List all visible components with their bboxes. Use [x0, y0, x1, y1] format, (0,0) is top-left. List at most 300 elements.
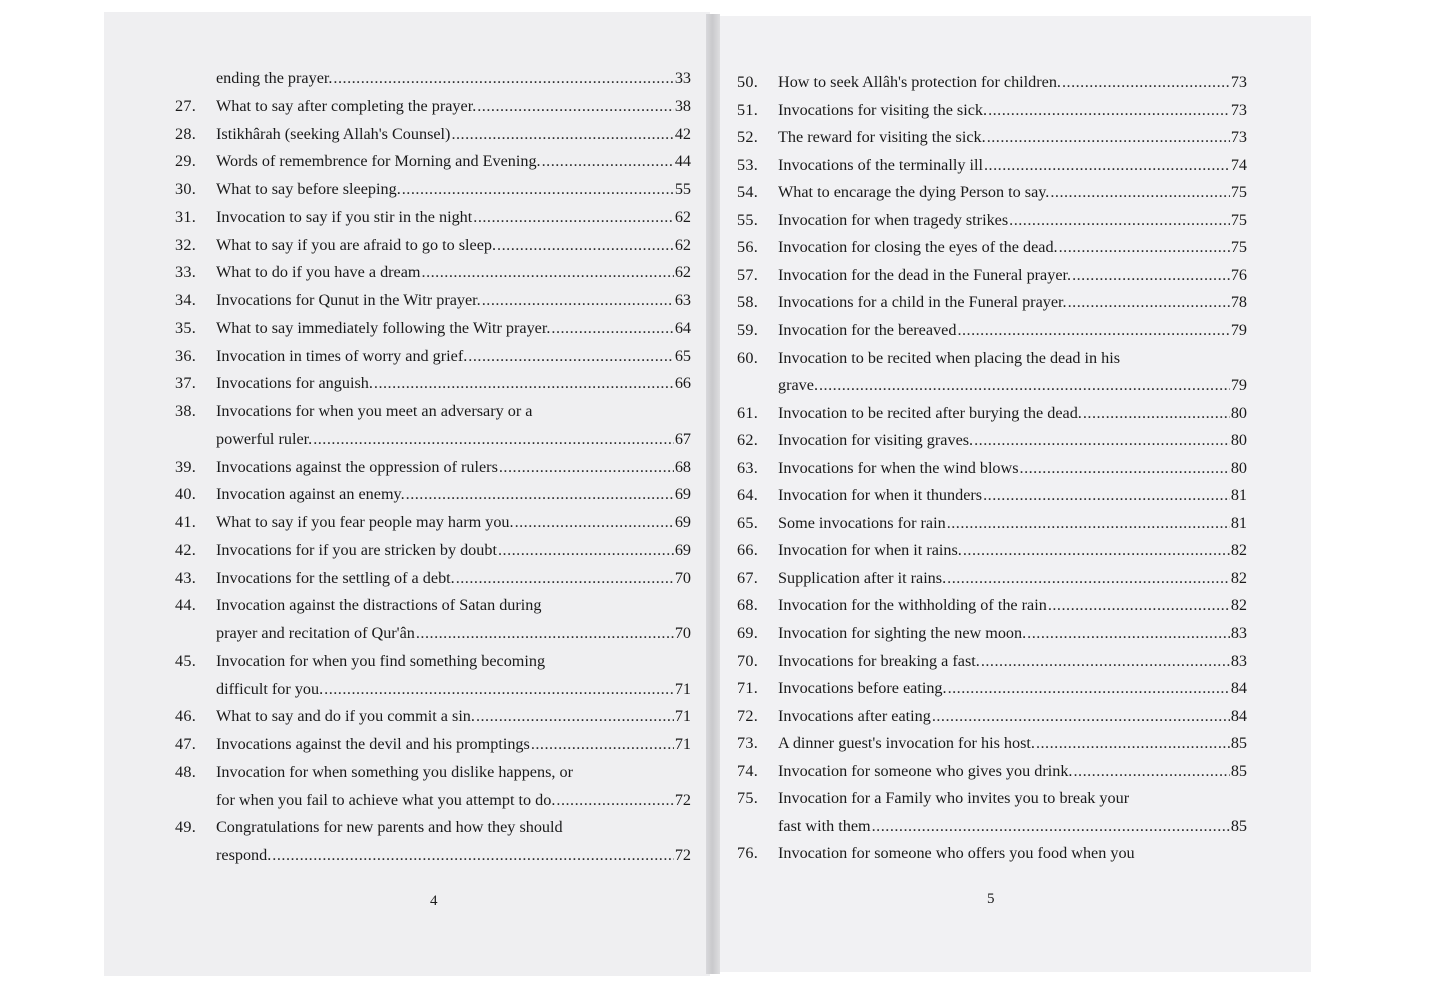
- dot-leader: [482, 287, 674, 315]
- toc-entry-page: 75: [1230, 238, 1247, 257]
- toc-entry-title: powerful ruler.: [216, 429, 313, 448]
- toc-entry-title: grave.: [778, 376, 818, 395]
- toc-entry-line: [778, 758, 1247, 786]
- toc-entry-title: Invocations for a child in the Funeral prayer.: [778, 293, 1067, 312]
- toc-entry-line: [216, 648, 691, 676]
- toc-entry-title: Invocations for when you meet an adversary or a: [216, 402, 533, 420]
- dot-leader: [1072, 262, 1230, 290]
- toc-entry-page: 71: [674, 735, 691, 753]
- toc-entry: [737, 592, 1247, 620]
- toc-entry: [737, 234, 1247, 262]
- toc-entry-page: 76: [1230, 265, 1247, 284]
- toc-entry: [175, 537, 691, 565]
- dot-leader: [456, 565, 674, 593]
- dot-leader: [981, 648, 1230, 676]
- toc-entry-number: 68.: [737, 596, 759, 615]
- dot-leader: [1009, 207, 1230, 235]
- toc-entry: [737, 537, 1247, 565]
- toc-entry-page: 64: [674, 318, 691, 337]
- toc-entry: [737, 289, 1247, 317]
- dot-leader: [957, 317, 1229, 345]
- toc-entry-page: 62: [674, 235, 691, 254]
- toc-entry-line: [778, 592, 1247, 620]
- toc-entry-page: 70: [674, 568, 691, 587]
- toc-entry: [737, 345, 1247, 373]
- toc-entry-page: 33: [674, 69, 691, 87]
- toc-entry: [175, 370, 691, 398]
- toc-entry-title: How to seek Allâh's protection for children.: [778, 73, 1061, 91]
- dot-leader: [468, 343, 674, 371]
- toc-entry-line: [216, 370, 691, 398]
- toc-entry-page: 44: [674, 152, 691, 171]
- toc-entry: [175, 592, 691, 620]
- toc-entry: [175, 426, 691, 454]
- toc-entry-line: [216, 176, 691, 204]
- toc-entry-number: 51.: [737, 100, 759, 119]
- toc-entry: [737, 620, 1247, 648]
- toc-entry-page: 70: [674, 624, 691, 642]
- toc-entry-title: Supplication after it rains.: [778, 568, 947, 587]
- toc-entry-title: Invocation for when it rains.: [778, 541, 962, 560]
- toc-entry-line: [216, 204, 691, 232]
- toc-entry-title: Invocations after eating: [778, 706, 931, 725]
- toc-entry-page: 83: [1230, 651, 1247, 670]
- toc-entry: [175, 204, 691, 232]
- toc-entry-number: 65.: [737, 513, 759, 532]
- toc-entry-page: 82: [1230, 568, 1247, 587]
- toc-entry-page: 83: [1230, 624, 1247, 642]
- toc-entry-number: 46.: [175, 707, 197, 726]
- dot-leader: [272, 842, 674, 870]
- toc-entry-number: 59.: [737, 320, 759, 339]
- dot-leader: [1068, 289, 1230, 317]
- toc-entry: [737, 262, 1247, 290]
- toc-entry: [175, 315, 691, 343]
- toc-entry-title: Invocations of the terminally ill: [778, 155, 983, 174]
- toc-entry-page: 74: [1230, 155, 1247, 174]
- toc-entry-line: [216, 426, 691, 454]
- toc-entry: [175, 787, 691, 815]
- dot-leader: [422, 259, 674, 287]
- toc-entry-title: Invocation for someone who offers you food when you: [778, 844, 1135, 863]
- toc-entry-title: difficult for you.: [216, 679, 324, 698]
- toc-entry-number: 72.: [737, 706, 759, 725]
- toc-entry-page: 66: [674, 374, 691, 393]
- toc-entry-number: 52.: [737, 128, 759, 147]
- dot-leader: [983, 482, 1230, 510]
- toc-entry: [175, 148, 691, 176]
- toc-entry-title: for when you fail to achieve what you attempt to do.: [216, 790, 556, 809]
- dot-leader: [1020, 455, 1230, 483]
- toc-entry: [737, 179, 1247, 207]
- toc-entry-line: [778, 400, 1247, 428]
- toc-entry: [175, 676, 691, 704]
- toc-entry-line: [778, 179, 1247, 207]
- toc-entry-number: 75.: [737, 789, 759, 808]
- toc-entry-number: 49.: [175, 818, 197, 837]
- toc-entry: [175, 842, 691, 870]
- toc-entry: [737, 482, 1247, 510]
- toc-entry-number: 71.: [737, 679, 759, 698]
- toc-entry-title: Congratulations for new parents and how they should: [216, 818, 563, 837]
- dot-leader: [374, 370, 674, 398]
- toc-entry-line: [216, 65, 691, 93]
- toc-entry-page: 71: [674, 679, 691, 698]
- dot-leader: [551, 315, 673, 343]
- dot-leader: [987, 124, 1230, 152]
- toc-entry-number: 58.: [737, 293, 759, 312]
- toc-entry: [175, 287, 691, 315]
- toc-entry: [737, 840, 1247, 868]
- toc-entry-number: 55.: [737, 210, 759, 229]
- toc-entry-title: The reward for visiting the sick.: [778, 128, 986, 147]
- toc-entry-title: Invocation for the dead in the Funeral prayer.: [778, 265, 1072, 284]
- toc-entry-line: [216, 620, 691, 648]
- toc-entry-title: Invocation for when tragedy strikes: [778, 210, 1009, 229]
- toc-entry-number: 36.: [175, 346, 197, 365]
- toc-entry-number: 57.: [737, 265, 759, 284]
- dot-leader: [1027, 620, 1230, 648]
- toc-entry-line: [778, 840, 1247, 868]
- toc-entry: [175, 176, 691, 204]
- toc-entry: [737, 372, 1247, 400]
- toc-entry-line: [216, 481, 691, 509]
- toc-entry-title: Invocations for the settling of a debt.: [216, 568, 455, 587]
- toc-entry-number: 29.: [175, 152, 197, 171]
- toc-entry-line: [216, 814, 691, 842]
- toc-entry-line: [778, 262, 1247, 290]
- toc-entry: [737, 758, 1247, 786]
- toc-entry-number: 66.: [737, 541, 759, 560]
- dot-leader: [1083, 400, 1230, 428]
- toc-entry-page: 85: [1230, 816, 1247, 835]
- toc-entry-page: 73: [1230, 73, 1247, 91]
- toc-entry-title: What to say if you fear people may harm you.: [216, 513, 514, 531]
- page-number-right: 5: [987, 891, 995, 907]
- toc-entry: [175, 343, 691, 371]
- toc-entry-title: What to say if you are afraid to go to sleep.: [216, 235, 497, 254]
- toc-entry-number: 56.: [737, 238, 759, 257]
- toc-entry-line: [216, 537, 691, 565]
- toc-entry-number: 64.: [737, 486, 759, 505]
- dot-leader: [948, 675, 1230, 703]
- toc-entry: [737, 565, 1247, 593]
- toc-entry-number: 50.: [737, 73, 759, 91]
- toc-entry: [737, 455, 1247, 483]
- toc-entry-page: 69: [674, 540, 691, 559]
- toc-entry-number: 67.: [737, 568, 759, 587]
- dot-leader: [819, 372, 1230, 400]
- toc-entry-number: 73.: [737, 734, 759, 753]
- dot-leader: [476, 703, 674, 731]
- toc-entry: [737, 124, 1247, 152]
- toc-entry-line: [778, 207, 1247, 235]
- toc-entry-title: What to do if you have a dream: [216, 263, 421, 282]
- toc-entry-line: [216, 592, 691, 620]
- toc-entry-line: [778, 620, 1247, 648]
- dot-leader: [497, 232, 674, 260]
- toc-entry-page: 55: [674, 180, 691, 198]
- toc-entry-line: [778, 510, 1247, 538]
- toc-entry: [737, 648, 1247, 676]
- dot-leader: [1050, 179, 1229, 207]
- toc-entry-number: 53.: [737, 155, 759, 174]
- dot-leader: [872, 813, 1230, 841]
- toc-entry-line: [778, 482, 1247, 510]
- toc-entry-page: 38: [674, 96, 691, 115]
- toc-entry-line: [778, 152, 1247, 180]
- dot-leader: [451, 121, 673, 149]
- toc-entry-line: [216, 842, 691, 870]
- dot-leader: [333, 65, 673, 93]
- toc-entry-number: 39.: [175, 457, 197, 476]
- toc-entry-line: [216, 148, 691, 176]
- dot-leader: [963, 537, 1230, 565]
- toc-entry-line: [778, 565, 1247, 593]
- dot-leader: [313, 426, 674, 454]
- toc-entry-number: 70.: [737, 651, 759, 670]
- toc-entry: [737, 730, 1247, 758]
- dot-leader: [1059, 234, 1230, 262]
- toc-entry: [737, 703, 1247, 731]
- toc-entry-number: 30.: [175, 180, 197, 198]
- dot-leader: [1048, 592, 1230, 620]
- toc-entry-number: 61.: [737, 403, 759, 422]
- toc-entry: [737, 152, 1247, 180]
- toc-entry-number: 76.: [737, 844, 759, 863]
- toc-entry-number: 44.: [175, 596, 197, 615]
- toc-entry-page: 73: [1230, 100, 1247, 119]
- toc-entry-page: 75: [1230, 210, 1247, 229]
- toc-entry-number: 43.: [175, 568, 197, 587]
- toc-entry: [737, 69, 1247, 97]
- toc-entry-line: [778, 427, 1247, 455]
- toc-entry-number: 32.: [175, 235, 197, 254]
- toc-entry-number: 33.: [175, 263, 197, 282]
- toc-entry-line: [778, 234, 1247, 262]
- toc-entry-line: [778, 289, 1247, 317]
- toc-entry: [737, 317, 1247, 345]
- toc-entry-number: 38.: [175, 402, 197, 420]
- toc-entry-number: 69.: [737, 624, 759, 642]
- toc-entry-title: Invocation for when it thunders: [778, 486, 983, 505]
- toc-entry-line: [216, 398, 691, 426]
- toc-entry-number: 54.: [737, 183, 759, 202]
- toc-entry-title: Invocation for when you find something becoming: [216, 651, 546, 670]
- toc-entry-page: 62: [674, 207, 691, 226]
- toc-entry-title: ending the prayer.: [216, 69, 333, 87]
- toc-entry: [175, 481, 691, 509]
- toc-entry-title: A dinner guest's invocation for his host.: [778, 734, 1035, 753]
- toc-entry-page: 69: [674, 485, 691, 504]
- dot-leader: [416, 620, 674, 648]
- dot-leader: [947, 510, 1230, 538]
- toc-entry-line: [216, 287, 691, 315]
- toc-entry-title: Invocations for breaking a fast.: [778, 651, 980, 670]
- toc-entry-page: 72: [674, 846, 691, 864]
- toc-entry-number: 62.: [737, 431, 759, 450]
- toc-entry-line: [216, 759, 691, 787]
- toc-entry-line: [778, 785, 1247, 813]
- toc-entry-title: respond.: [216, 846, 272, 864]
- toc-entry: [175, 703, 691, 731]
- toc-entry-page: 62: [674, 263, 691, 282]
- toc-entry-title: Invocations against the oppression of rulers: [216, 457, 498, 476]
- toc-entry-page: 68: [674, 457, 691, 476]
- dot-leader: [531, 731, 674, 759]
- toc-entry-number: 35.: [175, 318, 197, 337]
- toc-entry-page: 75: [1230, 183, 1247, 202]
- toc-entry-number: 60.: [737, 348, 759, 367]
- toc-entry-line: [778, 703, 1247, 731]
- toc-entry: [737, 785, 1247, 813]
- toc-entry-page: 42: [674, 124, 691, 143]
- toc-entry-line: [778, 537, 1247, 565]
- dot-leader: [1036, 730, 1230, 758]
- toc-entry-line: [778, 648, 1247, 676]
- toc-entry-page: 71: [674, 707, 691, 726]
- toc-entry-title: Invocations for visiting the sick.: [778, 100, 988, 119]
- dot-leader: [324, 676, 674, 704]
- toc-entry-number: 31.: [175, 207, 197, 226]
- dot-leader: [402, 176, 674, 204]
- toc-entry-line: [216, 509, 691, 537]
- toc-entry-page: 80: [1230, 403, 1247, 422]
- toc-entry-title: fast with them: [778, 816, 871, 835]
- toc-entry-line: [216, 787, 691, 815]
- toc-entry: [175, 759, 691, 787]
- toc-entry-title: Invocation to say if you stir in the night: [216, 207, 473, 226]
- toc-entry-page: 78: [1230, 293, 1247, 312]
- toc-entry-title: Invocations for Qunut in the Witr prayer.: [216, 291, 481, 309]
- toc-entry: [175, 65, 691, 93]
- toc-entry: [175, 509, 691, 537]
- toc-entry-title: Invocations for when the wind blows: [778, 458, 1019, 477]
- toc-entry-line: [216, 676, 691, 704]
- toc-entry-number: 28.: [175, 124, 197, 143]
- toc-entry-page: 85: [1230, 734, 1247, 753]
- toc-entry-title: prayer and recitation of Qur'ân: [216, 624, 415, 642]
- toc-entry: [737, 427, 1247, 455]
- toc-entry-page: 84: [1230, 679, 1247, 698]
- toc-entry-title: Invocation for when something you dislike happens, or: [216, 762, 573, 781]
- dot-leader: [984, 152, 1230, 180]
- toc-entry-number: 45.: [175, 651, 197, 670]
- toc-entry-title: Some invocations for rain: [778, 513, 946, 532]
- toc-entry-page: 69: [674, 513, 691, 531]
- toc-entry-title: Invocations for if you are stricken by doubt: [216, 540, 497, 559]
- dot-leader: [406, 481, 674, 509]
- toc-entry-number: 42.: [175, 540, 197, 559]
- toc-entry-line: [778, 69, 1247, 97]
- toc-entry-title: Invocation to be recited when placing the dead in his: [778, 348, 1121, 367]
- toc-entry-line: [778, 124, 1247, 152]
- toc-entry-page: 84: [1230, 706, 1247, 725]
- toc-entry-line: [778, 675, 1247, 703]
- toc-entry-line: [778, 345, 1247, 373]
- toc-entry-title: Invocation against an enemy.: [216, 485, 405, 504]
- dot-leader: [988, 97, 1230, 125]
- toc-entry-page: 81: [1230, 513, 1247, 532]
- toc-entry-number: 63.: [737, 458, 759, 477]
- toc-entry-line: [778, 455, 1247, 483]
- dot-leader: [947, 565, 1230, 593]
- toc-entry-page: 79: [1230, 320, 1247, 339]
- toc-entry: [175, 731, 691, 759]
- dot-leader: [974, 427, 1230, 455]
- toc-entry-page: 79: [1230, 376, 1247, 395]
- toc-entry-title: Invocation for closing the eyes of the dead.: [778, 238, 1058, 257]
- book-gutter: [706, 14, 720, 974]
- toc-entry-title: Invocation for a Family who invites you to break your: [778, 789, 1130, 808]
- toc-entry: [175, 259, 691, 287]
- dot-leader: [477, 93, 674, 121]
- toc-entry-title: Invocation for sighting the new moon.: [778, 624, 1027, 642]
- toc-entry: [175, 398, 691, 426]
- toc-entry: [175, 565, 691, 593]
- toc-entry-line: [216, 565, 691, 593]
- toc-entry: [737, 675, 1247, 703]
- toc-entry-line: [778, 730, 1247, 758]
- toc-entry: [737, 813, 1247, 841]
- toc-entry-title: Invocation against the distractions of Satan during: [216, 596, 542, 615]
- toc-entry-title: What to say before sleeping.: [216, 180, 401, 198]
- toc-entry: [737, 207, 1247, 235]
- toc-entry: [175, 454, 691, 482]
- toc-entry: [175, 648, 691, 676]
- toc-entry-title: Invocation for visiting graves.: [778, 431, 974, 450]
- toc-entry-page: 82: [1230, 596, 1247, 615]
- toc-entry-line: [216, 121, 691, 149]
- toc-entry-line: [216, 315, 691, 343]
- toc-entry-line: [216, 259, 691, 287]
- toc-entry-line: [778, 372, 1247, 400]
- toc-entry-title: Invocation to be recited after burying the dead.: [778, 403, 1082, 422]
- toc-entry-line: [216, 731, 691, 759]
- toc-entry: [737, 400, 1247, 428]
- toc-entry-number: 74.: [737, 761, 759, 780]
- toc-entry-title: Invocations against the devil and his promptings: [216, 735, 530, 753]
- toc-entry: [175, 620, 691, 648]
- toc-entry-title: What to say after completing the prayer.: [216, 96, 477, 115]
- toc-entry-page: 80: [1230, 431, 1247, 450]
- toc-entry-line: [216, 232, 691, 260]
- toc-entry: [175, 121, 691, 149]
- toc-entry-line: [778, 317, 1247, 345]
- toc-entry-title: Invocations for anguish.: [216, 374, 373, 393]
- toc-entry-page: 82: [1230, 541, 1247, 560]
- toc-entry-title: Invocation for the withholding of the rain: [778, 596, 1047, 615]
- toc-entry-number: 41.: [175, 513, 197, 531]
- toc-entry-page: 72: [674, 790, 691, 809]
- toc-entry-number: 48.: [175, 762, 197, 781]
- toc-entry-page: 81: [1230, 486, 1247, 505]
- toc-entry-number: 37.: [175, 374, 197, 393]
- toc-entry-page: 73: [1230, 128, 1247, 147]
- toc-entry-line: [216, 93, 691, 121]
- toc-entry-page: 65: [674, 346, 691, 365]
- dot-leader: [473, 204, 674, 232]
- toc-entry-line: [778, 813, 1247, 841]
- dot-leader: [932, 703, 1230, 731]
- toc-entry-page: 63: [674, 291, 691, 309]
- dot-leader: [499, 454, 674, 482]
- toc-entry-number: 34.: [175, 291, 197, 309]
- dot-leader: [515, 509, 674, 537]
- toc-entry: [175, 232, 691, 260]
- toc-entry-title: Istikhârah (seeking Allah's Counsel): [216, 124, 451, 143]
- toc-entry-page: 80: [1230, 458, 1247, 477]
